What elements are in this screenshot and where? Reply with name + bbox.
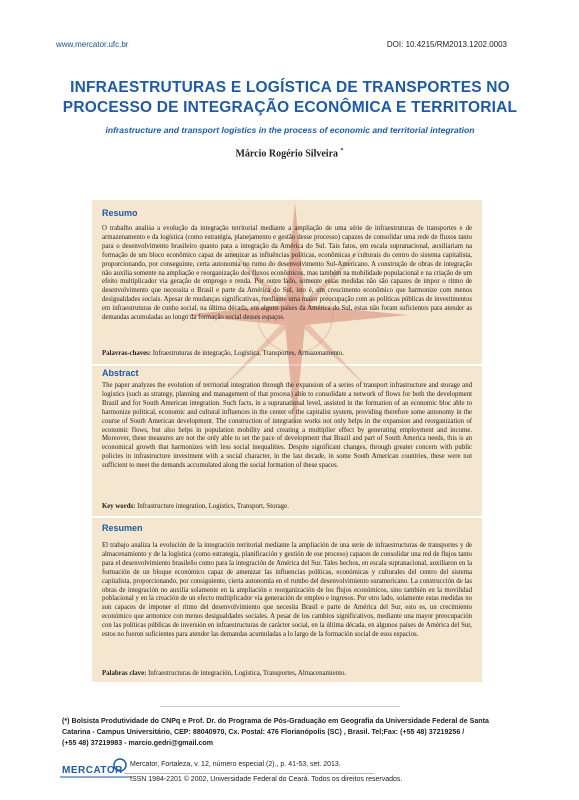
footnote-line-1: [62, 716, 542, 727]
resumo-heading: Resumo: [102, 208, 138, 218]
footnote-line-2: [62, 727, 542, 738]
abstract-keywords-label: Key words:: [102, 503, 136, 510]
resumen-keywords-label: Palabras clave:: [102, 670, 147, 677]
abstract-keywords: [102, 503, 472, 512]
resumen-keywords-text: Infraestructuras de integración, Logística, Transportes, Almacenamiento.: [148, 670, 347, 677]
resumen-text: El trabajo analiza la evolución de la integración territorial mediante la ampliación de una serie de infraestructuras de transportes y de almacenamiento y de la logística (como estrategia, planificación y gestión de ese proceso) capaces de consolidar una red de flujos tanto para el desenvolvimiento brasileño como para la integración de América del Sur. Tales hechos, en escala supranacional, auxiliaron en la formación de un bloque económico capaz de amenizar las influencias políticas, económicas y culturales del centro del sistema capitalista, proporcionando, por consiguiente, cierta autonomía en el rumbo del desenvolvimiento suramericano. La construcción de las obras de integración no auxilia solamente en la ampliación e reorganización de los flujos económicos, sino también en la movilidad poblacional y en la creación de un efecto multiplicador vía generación de empleo e ingresos. Por otro lado, solamente estas medidas no son capaces de imponer el ritmo del desenvolvimiento que necesita Brasil e parte de América del Sur, esto es, un crecimiento económico que armonice con menos desigualdades sociales. A pesar de los cambios significativos, mediante una mayor preocupación con las políticas públicas de inversión en infraestructuras de carácter social, en la última década, en algunos países de América del Sur, estos no fueron suficientes para atender las demandas acumuladas a lo largo de la formación social de esos espacios.: [102, 542, 472, 639]
author-footnote: [62, 716, 542, 749]
english-title: infrastructure and transport logistics in the process of economic and territorial integration: [105, 125, 475, 135]
footer-divider: [124, 773, 374, 774]
doi-label: DOI: 10.4215/RM2013.1202.0003: [386, 40, 507, 49]
title-line-2: PROCESSO DE INTEGRAÇÃO ECONÔMICA E TERRITORIAL: [62, 99, 518, 116]
resumo-keywords: [102, 350, 472, 359]
issn-copyright: ISSN 1984-2201 © 2002, Universidade Federal do Ceará. Todos os direitos reservados.: [130, 776, 403, 783]
author-name: [0, 148, 579, 159]
author-text: Márcio Rogério Silveira: [235, 148, 339, 160]
resumen-keywords: [102, 670, 472, 679]
resumo-text: O trabalho analisa a evolução da integração territorial mediante a ampliação de uma série de infraestruturas de transportes e de armazenamento e da logística (como estratégia, planejamento e gestão desse processo) capazes de consolidar uma rede de fluxos tanto para o desenvolvimento brasileiro quanto para a integração da América do Sul. Tais fatos, em escala supranacional, auxiliariam na formação de um bloco econômico capaz de amenizar as influências políticas, econômicas e culturais do centro do sistema capitalista, proporcionando, por conseguinte, certa autonomia no rumo do desenvolvimento Sul-Americano. A construção de obras de integração não auxilia somente na ampliação e reorganização dos fluxos econômicos, mas também na mobilidade populacional e na criação de um efeito multiplicador via geração de emprego e renda. Por outro lado, somente essas medidas não são capazes de impor o ritmo de desenvolvimento que necessita o Brasil e parte da América do Sul, isto é, um crescimento econômico que harmonize com menos desigualdades sociais. Apesar de mudanças significativas, mediante uma maior preocupação com as políticas públicas de investimentos em infraestruturas de cunho social, na última década, em alguns países da América do Sul, estas não foram suficientes para atender as demandas acumuladas ao longo da formação social desses espaços.: [102, 225, 472, 322]
abstract-heading: Abstract: [102, 368, 139, 378]
article-title: [40, 78, 540, 118]
footnote-mark: (*): [62, 717, 70, 725]
title-line-1: INFRAESTRUTURAS E LOGÍSTICA DE TRANSPORTES NO: [70, 79, 510, 96]
resumen-heading: Resumen: [102, 523, 143, 533]
footnote-line-3-text: (+55 48) 37219983 - marcio.gedri@gmail.com: [62, 739, 214, 747]
footnote-divider: [160, 706, 400, 707]
resumo-keywords-text: Infraestruturas de integração, Logística, Transportes, Armazenamento.: [152, 350, 344, 357]
journal-citation: Mercator, Fortaleza, v. 12, número especial (2)., p. 41-53, set. 2013.: [130, 761, 341, 768]
abstract-keywords-text: Infrastructure integration, Logistics, Transport, Storage.: [137, 503, 289, 510]
footnote-line-2-text: Catarina - Campus Universitário, CEP: 88040970, Cx. Postal: 476 Florianópolis (SC) , Brasil. Tel;Fax: (+55 48) 37219256 /: [62, 728, 465, 736]
abstract-text: The paper analyzes the evolution of territorial integration through the expansion of a series of transport infrastructure and storage and logistics (such as strategy, planning and management of that process) able to consolidate a network of flows for both the development Brazil and for South American integration. Such facts, in a supranational level, assisted in the formation of an economic bloc able to harmonize political, economic and cultural influences in the center of the capitalist system, providing therefore some autonomy in the course of South American development. The construction of integration works not only helps in the expansion and reorganization of economic flows, but also helps in population mobility and creating a multiplier effect by generating employment and income. Moreover, these measures are not the only able to set the pace of development that Brazil and part of South America needs, this is an economical growth that harmonizes with less social inequalities. Despite significant changes, through greater concern with public policies in infrastructure investment with a social character, in the last decade, in some South American countries, these were not sufficient to meet the demands accumulated along the social formation of these spaces.: [102, 382, 472, 470]
journal-url-link[interactable]: www.mercator.ufc.br: [56, 40, 129, 49]
author-footnote-mark: *: [340, 148, 344, 154]
footnote-line-3: [62, 738, 542, 749]
resumo-keywords-label: Palavras-chaves:: [102, 350, 152, 357]
footnote-line-1-text: Bolsista Produtividade do CNPq e Prof. Dr. do Programa de Pós-Graduação em Geografia da Universidade Federal de Santa: [71, 717, 489, 725]
mercator-logo-text: MERCATOR: [62, 765, 123, 776]
